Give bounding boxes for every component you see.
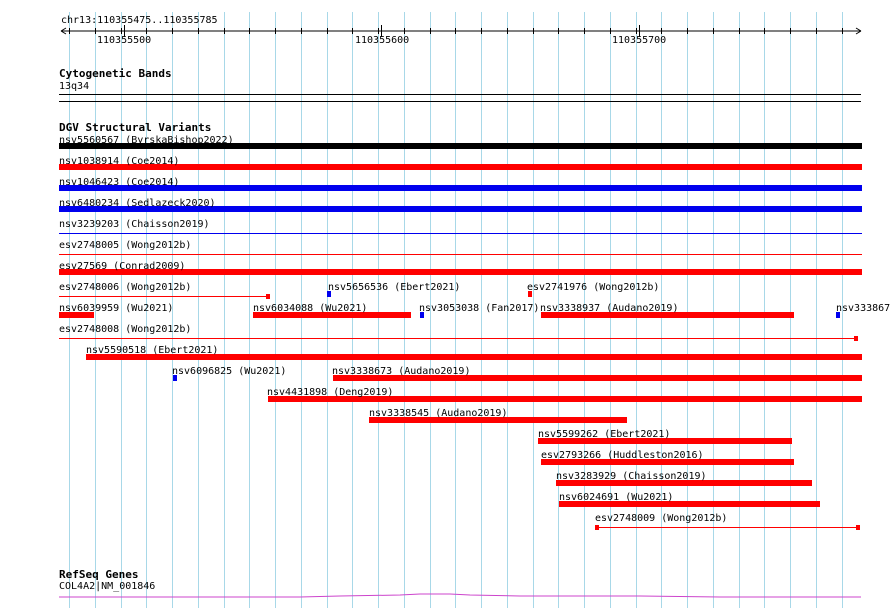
variant-label[interactable]: nsv3283929 (Chaisson2019) bbox=[556, 471, 707, 482]
variant-label[interactable]: nsv3338545 (Audano2019) bbox=[369, 408, 508, 419]
cytoband-track-title: Cytogenetic Bands bbox=[59, 67, 172, 80]
variant-label[interactable]: nsv5560567 (ByrskaBishop2022) bbox=[59, 135, 234, 146]
variant-label[interactable]: nsv4431898 (Deng2019) bbox=[267, 387, 394, 398]
cytoband-lines bbox=[59, 95, 861, 102]
variant-label[interactable]: esv27569 (Conrad2009) bbox=[59, 261, 186, 272]
variant-label[interactable]: nsv6024691 (Wu2021) bbox=[559, 492, 674, 503]
refseq-track-title: RefSeq Genes bbox=[59, 568, 139, 581]
variant-bar[interactable] bbox=[59, 164, 862, 170]
variant-label[interactable]: nsv6034088 (Wu2021) bbox=[253, 303, 368, 314]
variant-end-block[interactable] bbox=[856, 525, 860, 530]
region-label: chr13:110355475..110355785 bbox=[61, 15, 218, 26]
variant-end-block[interactable] bbox=[854, 336, 858, 341]
variant-start-block[interactable] bbox=[595, 525, 599, 530]
variant-label[interactable]: nsv3338937 (Audano2019) bbox=[540, 303, 679, 314]
variant-label[interactable]: nsv5599262 (Ebert2021) bbox=[538, 429, 671, 440]
variant-label[interactable]: esv2748005 (Wong2012b) bbox=[59, 240, 192, 251]
cytoband-label[interactable]: 13q34 bbox=[59, 81, 90, 92]
ruler-axis bbox=[61, 25, 861, 37]
variant-label[interactable]: esv2748006 (Wong2012b) bbox=[59, 282, 192, 293]
variant-end-block[interactable] bbox=[266, 294, 270, 299]
variant-label[interactable]: esv2748008 (Wong2012b) bbox=[59, 324, 192, 335]
variant-label[interactable]: esv2748009 (Wong2012b) bbox=[595, 513, 728, 524]
tick-label-110355600: 110355600 bbox=[355, 35, 410, 46]
variant-label[interactable]: nsv6039959 (Wu2021) bbox=[59, 303, 174, 314]
tick-label-110355700: 110355700 bbox=[612, 35, 667, 46]
variant-label[interactable]: nsv1046423 (Coe2014) bbox=[59, 177, 180, 188]
gene-model-line bbox=[59, 594, 861, 597]
variant-label[interactable]: nsv1038914 (Coe2014) bbox=[59, 156, 180, 167]
tick-label-110355500: 110355500 bbox=[97, 35, 152, 46]
variant-label[interactable]: nsv333867 bbox=[836, 303, 890, 314]
variant-label[interactable]: nsv3338673 (Audano2019) bbox=[332, 366, 471, 377]
dgv-track-title: DGV Structural Variants bbox=[59, 121, 212, 134]
variant-label[interactable]: nsv5656536 (Ebert2021) bbox=[328, 282, 461, 293]
variant-label[interactable]: nsv3239203 (Chaisson2019) bbox=[59, 219, 210, 230]
gene-label[interactable]: COL4A2|NM_001846 bbox=[59, 581, 156, 592]
variant-label[interactable]: nsv6480234 (Sedlazeck2020) bbox=[59, 198, 216, 209]
variant-label[interactable]: nsv5590518 (Ebert2021) bbox=[86, 345, 219, 356]
variant-label[interactable]: esv2741976 (Wong2012b) bbox=[527, 282, 660, 293]
variant-bar[interactable] bbox=[59, 185, 862, 191]
variant-label[interactable]: nsv3053038 (Fan2017) bbox=[419, 303, 540, 314]
variant-label[interactable]: esv2793266 (Huddleston2016) bbox=[541, 450, 704, 461]
variant-label[interactable]: nsv6096825 (Wu2021) bbox=[172, 366, 287, 377]
